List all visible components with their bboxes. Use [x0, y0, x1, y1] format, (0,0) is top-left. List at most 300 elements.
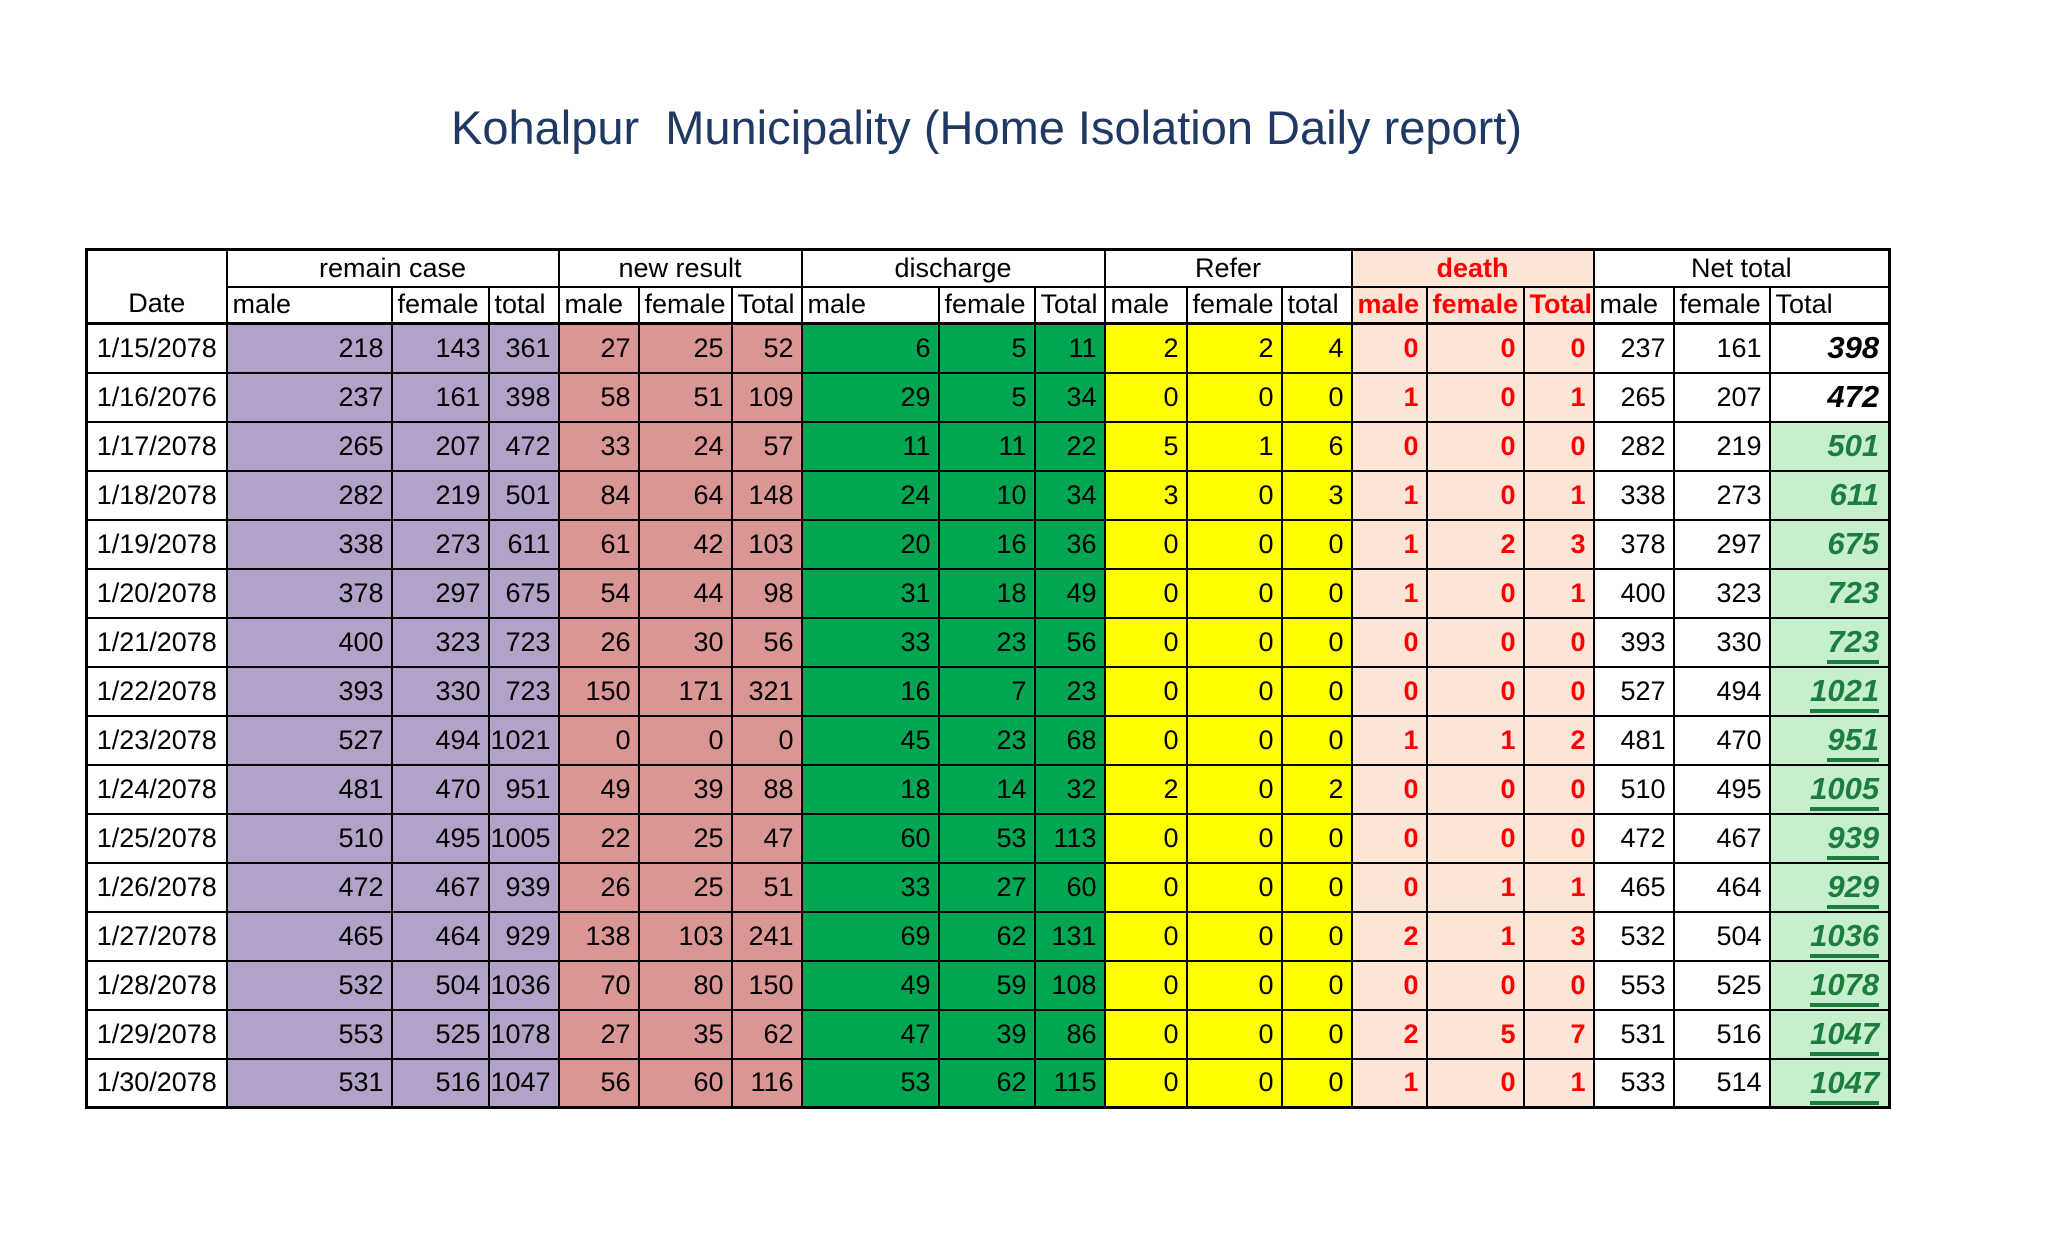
cell-remain-total: 1005 [489, 814, 559, 863]
cell-discharge-male: 6 [802, 324, 939, 373]
cell-new-male: 33 [559, 422, 639, 471]
cell-death-total: 1 [1524, 1059, 1594, 1108]
header-date: Date [87, 250, 227, 324]
cell-discharge-total: 108 [1035, 961, 1105, 1010]
cell-refer-total: 0 [1282, 667, 1352, 716]
table-row [87, 1010, 1890, 1059]
cell-discharge-total: 60 [1035, 863, 1105, 912]
cell-discharge-total: 23 [1035, 667, 1105, 716]
cell-remain-total: 501 [489, 471, 559, 520]
cell-remain-female: 161 [392, 373, 489, 422]
cell-death-female: 0 [1427, 765, 1524, 814]
cell-death-male: 0 [1352, 961, 1427, 1010]
cell-net-male: 532 [1594, 912, 1674, 961]
cell-death-male: 0 [1352, 618, 1427, 667]
subheader-remain-female: female [392, 287, 489, 324]
net-total-value: 939 [1827, 820, 1879, 860]
cell-remain-female: 495 [392, 814, 489, 863]
cell-death-male: 0 [1352, 324, 1427, 373]
net-total-value: 723 [1827, 575, 1880, 610]
cell-new-female: 64 [639, 471, 732, 520]
cell-net-male: 527 [1594, 667, 1674, 716]
cell-remain-total: 1036 [489, 961, 559, 1010]
cell-net-female: 516 [1674, 1010, 1770, 1059]
cell-new-male: 26 [559, 863, 639, 912]
cell-refer-male: 0 [1105, 569, 1187, 618]
subheader-discharge-male: male [802, 287, 939, 324]
cell-death-male: 0 [1352, 814, 1427, 863]
subheader-new-total: Total [732, 287, 802, 324]
cell-discharge-male: 53 [802, 1059, 939, 1108]
cell-remain-male: 527 [227, 716, 392, 765]
cell-refer-male: 0 [1105, 961, 1187, 1010]
cell-date: 1/15/2078 [87, 324, 227, 373]
cell-refer-total: 0 [1282, 863, 1352, 912]
cell-death-male: 2 [1352, 912, 1427, 961]
cell-new-female: 39 [639, 765, 732, 814]
table-row [87, 912, 1890, 961]
cell-discharge-female: 7 [939, 667, 1035, 716]
cell-refer-male: 0 [1105, 618, 1187, 667]
group-header-refer: Refer [1105, 250, 1352, 287]
cell-discharge-male: 33 [802, 863, 939, 912]
cell-death-female: 0 [1427, 569, 1524, 618]
cell-remain-male: 481 [227, 765, 392, 814]
cell-death-female: 1 [1427, 863, 1524, 912]
cell-discharge-total: 115 [1035, 1059, 1105, 1108]
cell-discharge-female: 39 [939, 1010, 1035, 1059]
subheader-death-total: Total [1524, 287, 1594, 324]
cell-death-total: 1 [1524, 373, 1594, 422]
subheader-discharge-female: female [939, 287, 1035, 324]
cell-remain-female: 504 [392, 961, 489, 1010]
cell-new-female: 51 [639, 373, 732, 422]
cell-refer-male: 0 [1105, 814, 1187, 863]
cell-discharge-female: 18 [939, 569, 1035, 618]
cell-net-male: 481 [1594, 716, 1674, 765]
cell-refer-male: 0 [1105, 716, 1187, 765]
net-total-value: 398 [1827, 330, 1880, 366]
group-header-death: death [1352, 250, 1594, 287]
cell-net-female: 514 [1674, 1059, 1770, 1108]
cell-remain-total: 1078 [489, 1010, 559, 1059]
cell-death-female: 1 [1427, 912, 1524, 961]
cell-net-female: 273 [1674, 471, 1770, 520]
cell-new-total: 148 [732, 471, 802, 520]
cell-remain-female: 323 [392, 618, 489, 667]
cell-death-female: 0 [1427, 1059, 1524, 1108]
cell-discharge-total: 113 [1035, 814, 1105, 863]
cell-remain-total: 361 [489, 324, 559, 373]
cell-new-male: 27 [559, 324, 639, 373]
cell-discharge-female: 62 [939, 912, 1035, 961]
net-total-value: 1021 [1810, 673, 1879, 713]
cell-net-female: 207 [1674, 373, 1770, 422]
cell-discharge-total: 34 [1035, 373, 1105, 422]
net-total-value: 951 [1827, 722, 1879, 762]
cell-net-male: 472 [1594, 814, 1674, 863]
cell-discharge-female: 59 [939, 961, 1035, 1010]
cell-remain-female: 470 [392, 765, 489, 814]
subheader-remain-male: male [227, 287, 392, 324]
cell-refer-total: 0 [1282, 961, 1352, 1010]
cell-date: 1/30/2078 [87, 1059, 227, 1108]
page-title: Kohalpur Municipality (Home Isolation Daily report) [451, 101, 1522, 154]
subheader-refer-male: male [1105, 287, 1187, 324]
cell-date: 1/23/2078 [87, 716, 227, 765]
cell-new-female: 25 [639, 324, 732, 373]
cell-refer-female: 0 [1187, 765, 1282, 814]
cell-date: 1/28/2078 [87, 961, 227, 1010]
cell-refer-total: 0 [1282, 814, 1352, 863]
cell-discharge-male: 60 [802, 814, 939, 863]
cell-refer-female: 0 [1187, 1010, 1282, 1059]
cell-discharge-male: 47 [802, 1010, 939, 1059]
cell-net-total [1770, 1010, 1890, 1059]
cell-net-male: 531 [1594, 1010, 1674, 1059]
cell-net-male: 265 [1594, 373, 1674, 422]
net-total-value: 611 [1829, 477, 1880, 512]
cell-remain-male: 531 [227, 1059, 392, 1108]
cell-death-female: 0 [1427, 422, 1524, 471]
cell-death-total: 0 [1524, 422, 1594, 471]
cell-discharge-male: 69 [802, 912, 939, 961]
net-total-value: 1047 [1810, 1016, 1879, 1056]
cell-remain-total: 723 [489, 667, 559, 716]
cell-refer-total: 4 [1282, 324, 1352, 373]
cell-discharge-male: 11 [802, 422, 939, 471]
cell-death-total: 1 [1524, 863, 1594, 912]
cell-refer-total: 3 [1282, 471, 1352, 520]
cell-death-male: 0 [1352, 422, 1427, 471]
cell-discharge-female: 5 [939, 324, 1035, 373]
cell-remain-total: 1047 [489, 1059, 559, 1108]
cell-discharge-female: 62 [939, 1059, 1035, 1108]
cell-net-total [1770, 863, 1890, 912]
cell-new-total: 116 [732, 1059, 802, 1108]
subheader-death-female: female [1427, 287, 1524, 324]
cell-new-total: 62 [732, 1010, 802, 1059]
cell-remain-female: 464 [392, 912, 489, 961]
group-header-net-total: Net total [1594, 250, 1890, 287]
cell-remain-female: 207 [392, 422, 489, 471]
cell-net-male: 378 [1594, 520, 1674, 569]
cell-new-male: 70 [559, 961, 639, 1010]
cell-date: 1/21/2078 [87, 618, 227, 667]
cell-discharge-female: 11 [939, 422, 1035, 471]
cell-net-male: 400 [1594, 569, 1674, 618]
cell-death-total: 0 [1524, 324, 1594, 373]
cell-discharge-total: 131 [1035, 912, 1105, 961]
cell-remain-male: 465 [227, 912, 392, 961]
cell-new-total: 98 [732, 569, 802, 618]
cell-discharge-male: 31 [802, 569, 939, 618]
cell-discharge-male: 45 [802, 716, 939, 765]
cell-remain-female: 219 [392, 471, 489, 520]
table-row [87, 324, 1890, 373]
cell-new-male: 49 [559, 765, 639, 814]
cell-discharge-male: 33 [802, 618, 939, 667]
cell-remain-female: 467 [392, 863, 489, 912]
net-total-value: 1078 [1810, 967, 1879, 1007]
cell-new-male: 27 [559, 1010, 639, 1059]
cell-date: 1/24/2078 [87, 765, 227, 814]
cell-net-total [1770, 373, 1890, 422]
cell-new-male: 22 [559, 814, 639, 863]
cell-remain-total: 1021 [489, 716, 559, 765]
cell-refer-total: 0 [1282, 912, 1352, 961]
cell-new-male: 150 [559, 667, 639, 716]
cell-death-male: 1 [1352, 373, 1427, 422]
subheader-refer-female: female [1187, 287, 1282, 324]
cell-remain-female: 494 [392, 716, 489, 765]
cell-new-male: 54 [559, 569, 639, 618]
net-total-value: 1047 [1810, 1065, 1879, 1105]
cell-date: 1/29/2078 [87, 1010, 227, 1059]
cell-discharge-female: 16 [939, 520, 1035, 569]
cell-net-male: 553 [1594, 961, 1674, 1010]
cell-refer-female: 0 [1187, 863, 1282, 912]
cell-discharge-total: 49 [1035, 569, 1105, 618]
cell-new-total: 88 [732, 765, 802, 814]
cell-death-total: 7 [1524, 1010, 1594, 1059]
cell-new-total: 103 [732, 520, 802, 569]
cell-net-female: 297 [1674, 520, 1770, 569]
cell-refer-female: 0 [1187, 961, 1282, 1010]
cell-net-female: 161 [1674, 324, 1770, 373]
cell-net-total [1770, 618, 1890, 667]
cell-new-male: 26 [559, 618, 639, 667]
cell-refer-female: 0 [1187, 912, 1282, 961]
cell-remain-total: 398 [489, 373, 559, 422]
subheader-new-female: female [639, 287, 732, 324]
table-row [87, 618, 1890, 667]
subheader-net-male: male [1594, 287, 1674, 324]
cell-new-male: 138 [559, 912, 639, 961]
cell-net-total [1770, 716, 1890, 765]
cell-discharge-total: 68 [1035, 716, 1105, 765]
cell-death-male: 0 [1352, 863, 1427, 912]
cell-refer-male: 2 [1105, 324, 1187, 373]
cell-death-male: 0 [1352, 765, 1427, 814]
cell-remain-female: 297 [392, 569, 489, 618]
cell-death-total: 1 [1524, 471, 1594, 520]
table-row [87, 716, 1890, 765]
cell-discharge-total: 11 [1035, 324, 1105, 373]
cell-death-total: 3 [1524, 520, 1594, 569]
cell-discharge-male: 49 [802, 961, 939, 1010]
table-row [87, 1059, 1890, 1108]
cell-date: 1/20/2078 [87, 569, 227, 618]
report-sheet [85, 0, 1888, 1242]
cell-refer-male: 0 [1105, 520, 1187, 569]
cell-net-male: 510 [1594, 765, 1674, 814]
cell-net-total [1770, 422, 1890, 471]
group-header-remain-case: remain case [227, 250, 559, 287]
cell-new-female: 25 [639, 814, 732, 863]
cell-remain-male: 393 [227, 667, 392, 716]
cell-net-female: 504 [1674, 912, 1770, 961]
cell-new-female: 103 [639, 912, 732, 961]
cell-remain-female: 143 [392, 324, 489, 373]
cell-death-male: 1 [1352, 569, 1427, 618]
cell-discharge-total: 56 [1035, 618, 1105, 667]
cell-net-female: 525 [1674, 961, 1770, 1010]
cell-refer-female: 0 [1187, 814, 1282, 863]
cell-death-female: 0 [1427, 471, 1524, 520]
cell-date: 1/18/2078 [87, 471, 227, 520]
cell-death-total: 0 [1524, 814, 1594, 863]
cell-remain-female: 330 [392, 667, 489, 716]
cell-refer-female: 0 [1187, 716, 1282, 765]
cell-new-total: 57 [732, 422, 802, 471]
cell-remain-male: 218 [227, 324, 392, 373]
cell-discharge-male: 18 [802, 765, 939, 814]
cell-date: 1/26/2078 [87, 863, 227, 912]
cell-remain-female: 273 [392, 520, 489, 569]
cell-discharge-male: 20 [802, 520, 939, 569]
cell-remain-male: 553 [227, 1010, 392, 1059]
cell-date: 1/17/2078 [87, 422, 227, 471]
cell-new-male: 56 [559, 1059, 639, 1108]
cell-discharge-female: 5 [939, 373, 1035, 422]
cell-refer-total: 0 [1282, 618, 1352, 667]
net-total-value: 501 [1827, 428, 1880, 463]
cell-net-female: 470 [1674, 716, 1770, 765]
cell-net-total [1770, 520, 1890, 569]
cell-new-female: 60 [639, 1059, 732, 1108]
cell-new-female: 30 [639, 618, 732, 667]
cell-refer-total: 0 [1282, 1010, 1352, 1059]
cell-refer-total: 0 [1282, 520, 1352, 569]
cell-new-female: 24 [639, 422, 732, 471]
cell-new-male: 0 [559, 716, 639, 765]
net-total-value: 1036 [1810, 918, 1879, 958]
cell-remain-total: 939 [489, 863, 559, 912]
cell-discharge-male: 29 [802, 373, 939, 422]
cell-new-total: 321 [732, 667, 802, 716]
table-body [87, 324, 1890, 1108]
group-header-new-result: new result [559, 250, 802, 287]
cell-net-total [1770, 667, 1890, 716]
cell-death-male: 2 [1352, 1010, 1427, 1059]
cell-refer-total: 2 [1282, 765, 1352, 814]
cell-refer-male: 3 [1105, 471, 1187, 520]
cell-refer-male: 5 [1105, 422, 1187, 471]
cell-remain-male: 282 [227, 471, 392, 520]
subheader-death-male: male [1352, 287, 1427, 324]
net-total-value: 675 [1827, 526, 1880, 561]
cell-refer-female: 0 [1187, 569, 1282, 618]
cell-death-female: 1 [1427, 716, 1524, 765]
cell-remain-total: 472 [489, 422, 559, 471]
cell-refer-male: 2 [1105, 765, 1187, 814]
cell-new-total: 51 [732, 863, 802, 912]
cell-remain-male: 338 [227, 520, 392, 569]
cell-death-total: 0 [1524, 618, 1594, 667]
cell-date: 1/19/2078 [87, 520, 227, 569]
cell-date: 1/25/2078 [87, 814, 227, 863]
table-row [87, 520, 1890, 569]
cell-refer-female: 2 [1187, 324, 1282, 373]
cell-remain-male: 510 [227, 814, 392, 863]
cell-death-male: 1 [1352, 471, 1427, 520]
cell-death-total: 0 [1524, 765, 1594, 814]
cell-death-total: 0 [1524, 961, 1594, 1010]
cell-remain-female: 525 [392, 1010, 489, 1059]
cell-net-total [1770, 1059, 1890, 1108]
cell-new-total: 47 [732, 814, 802, 863]
cell-net-male: 338 [1594, 471, 1674, 520]
cell-death-total: 3 [1524, 912, 1594, 961]
subheader-refer-total: total [1282, 287, 1352, 324]
table-row [87, 471, 1890, 520]
cell-net-total [1770, 814, 1890, 863]
cell-new-total: 56 [732, 618, 802, 667]
cell-remain-male: 532 [227, 961, 392, 1010]
cell-death-male: 1 [1352, 520, 1427, 569]
subheader-net-total: Total [1770, 287, 1890, 324]
cell-death-female: 0 [1427, 618, 1524, 667]
cell-net-male: 465 [1594, 863, 1674, 912]
cell-refer-total: 0 [1282, 1059, 1352, 1108]
cell-net-female: 219 [1674, 422, 1770, 471]
cell-new-total: 109 [732, 373, 802, 422]
cell-new-total: 241 [732, 912, 802, 961]
cell-new-male: 58 [559, 373, 639, 422]
cell-new-female: 80 [639, 961, 732, 1010]
cell-discharge-female: 14 [939, 765, 1035, 814]
cell-new-female: 35 [639, 1010, 732, 1059]
cell-refer-female: 0 [1187, 1059, 1282, 1108]
cell-discharge-total: 34 [1035, 471, 1105, 520]
cell-discharge-total: 86 [1035, 1010, 1105, 1059]
cell-net-total [1770, 569, 1890, 618]
cell-net-female: 323 [1674, 569, 1770, 618]
cell-discharge-total: 36 [1035, 520, 1105, 569]
cell-net-female: 464 [1674, 863, 1770, 912]
subheader-discharge-total: Total [1035, 287, 1105, 324]
cell-remain-male: 237 [227, 373, 392, 422]
cell-death-female: 0 [1427, 667, 1524, 716]
cell-death-female: 0 [1427, 961, 1524, 1010]
table-row [87, 814, 1890, 863]
cell-discharge-female: 23 [939, 618, 1035, 667]
group-header-discharge: discharge [802, 250, 1105, 287]
cell-discharge-female: 53 [939, 814, 1035, 863]
table-row [87, 765, 1890, 814]
cell-death-female: 0 [1427, 814, 1524, 863]
cell-refer-female: 0 [1187, 471, 1282, 520]
table-row [87, 373, 1890, 422]
cell-refer-male: 0 [1105, 863, 1187, 912]
cell-date: 1/22/2078 [87, 667, 227, 716]
cell-net-female: 494 [1674, 667, 1770, 716]
cell-new-female: 44 [639, 569, 732, 618]
cell-refer-female: 0 [1187, 667, 1282, 716]
cell-remain-male: 400 [227, 618, 392, 667]
cell-net-male: 237 [1594, 324, 1674, 373]
cell-new-male: 61 [559, 520, 639, 569]
subheader-new-male: male [559, 287, 639, 324]
cell-death-female: 5 [1427, 1010, 1524, 1059]
cell-death-total: 2 [1524, 716, 1594, 765]
cell-new-female: 25 [639, 863, 732, 912]
cell-net-female: 467 [1674, 814, 1770, 863]
cell-new-male: 84 [559, 471, 639, 520]
subheader-remain-total: total [489, 287, 559, 324]
net-total-value: 929 [1827, 869, 1879, 909]
